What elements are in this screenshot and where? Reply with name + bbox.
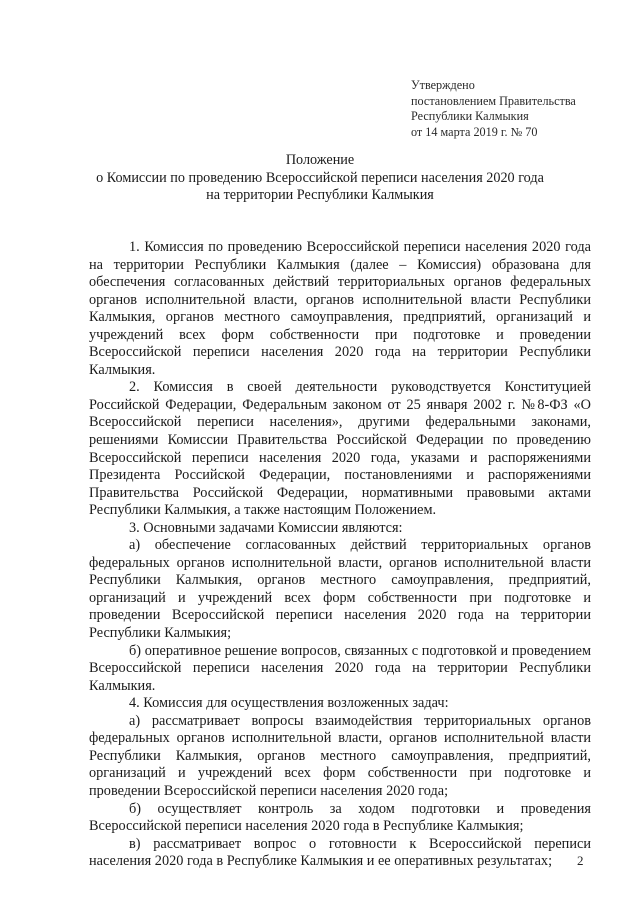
title-heading: Положение (285, 152, 355, 168)
approval-date: от 14 марта 2019 г. № 70 (411, 124, 538, 139)
paragraph-3a: а) обеспечение согласованных действий территориальных органов федеральных органов исполнительной власти, органов исполнительной власти Республики Калмыкия, органов местного самоуправления, предприятий, организаций и учреждений всех форм собственности при подготовке и проведении Всероссийской переписи населения 2020 года на территории Республики Калмыкия; (89, 537, 591, 642)
paragraph-2: 2. Комиссия в своей деятельности руководствуется Конституцией Российской Федерации, Федеральным законом от 25 января 2002 г. №8-ФЗ «О Всероссийской переписи населения», другими федеральными законами, решениями Комиссии Правительства Российской Федерации по проведению Всероссийской переписи населения 2020 года, указами и распоряжениями Президента Российской Федерации, постановлениями и распоряжениями Правительства Российской Федерации, нормативными правовыми актами Республики Калмыкия, а также настоящим Положением. (89, 379, 591, 519)
approval-line: постановлением Правительства (411, 93, 576, 108)
paragraph-4a: а) рассматривает вопросы взаимодействия территориальных органов федеральных органов исполнительной власти, органов исполнительной власти Республики Калмыкия, органов местного самоуправления, предприятий, организаций и учреждений всех форм собственности при подготовке и проведении Всероссийской переписи населения 2020 года; (89, 712, 591, 799)
title-subject: о Комиссии по проведению Всероссийской переписи населения 2020 года (96, 169, 544, 186)
document-body (89, 239, 591, 871)
paragraph-1: 1. Комиссия по проведению Всероссийской переписи населения 2020 года на территории Республики Калмыкия (далее – Комиссия) образована для обеспечения согласованных действий территориальных органов федеральных органов исполнительной власти, органов исполнительной власти Республики Калмыкия, органов местного самоуправления, предприятий, организаций и учреждений всех форм собственности при подготовке и проведении Всероссийской переписи населения 2020 года на территории Республики Калмыкия. (89, 239, 591, 378)
paragraph-4: 4. Комиссия для осуществления возложенных задач: (129, 695, 449, 712)
paragraph-3b: б) оперативное решение вопросов, связанных с подготовкой и проведением Всероссийской переписи населения 2020 года на территории Республики Калмыкия. (89, 642, 591, 694)
page-number: 2 (577, 853, 584, 868)
document-title (60, 152, 580, 205)
approval-line: Республики Калмыкия (411, 109, 529, 124)
approval-line: Утверждено (411, 78, 475, 92)
approval-stamp (411, 78, 626, 140)
paragraph-4b: б) осуществляет контроль за ходом подготовки и проведения Всероссийской переписи населения 2020 года в Республике Калмыкия; (89, 800, 591, 835)
paragraph-3: 3. Основными задачами Комиссии являются: (129, 519, 403, 536)
paragraph-4c: в) рассматривает вопрос о готовности к Всероссийской переписи населения 2020 года в Республике Калмыкия и ее оперативных результатах; (89, 835, 591, 870)
title-subject: на территории Республики Калмыкия (206, 187, 434, 204)
